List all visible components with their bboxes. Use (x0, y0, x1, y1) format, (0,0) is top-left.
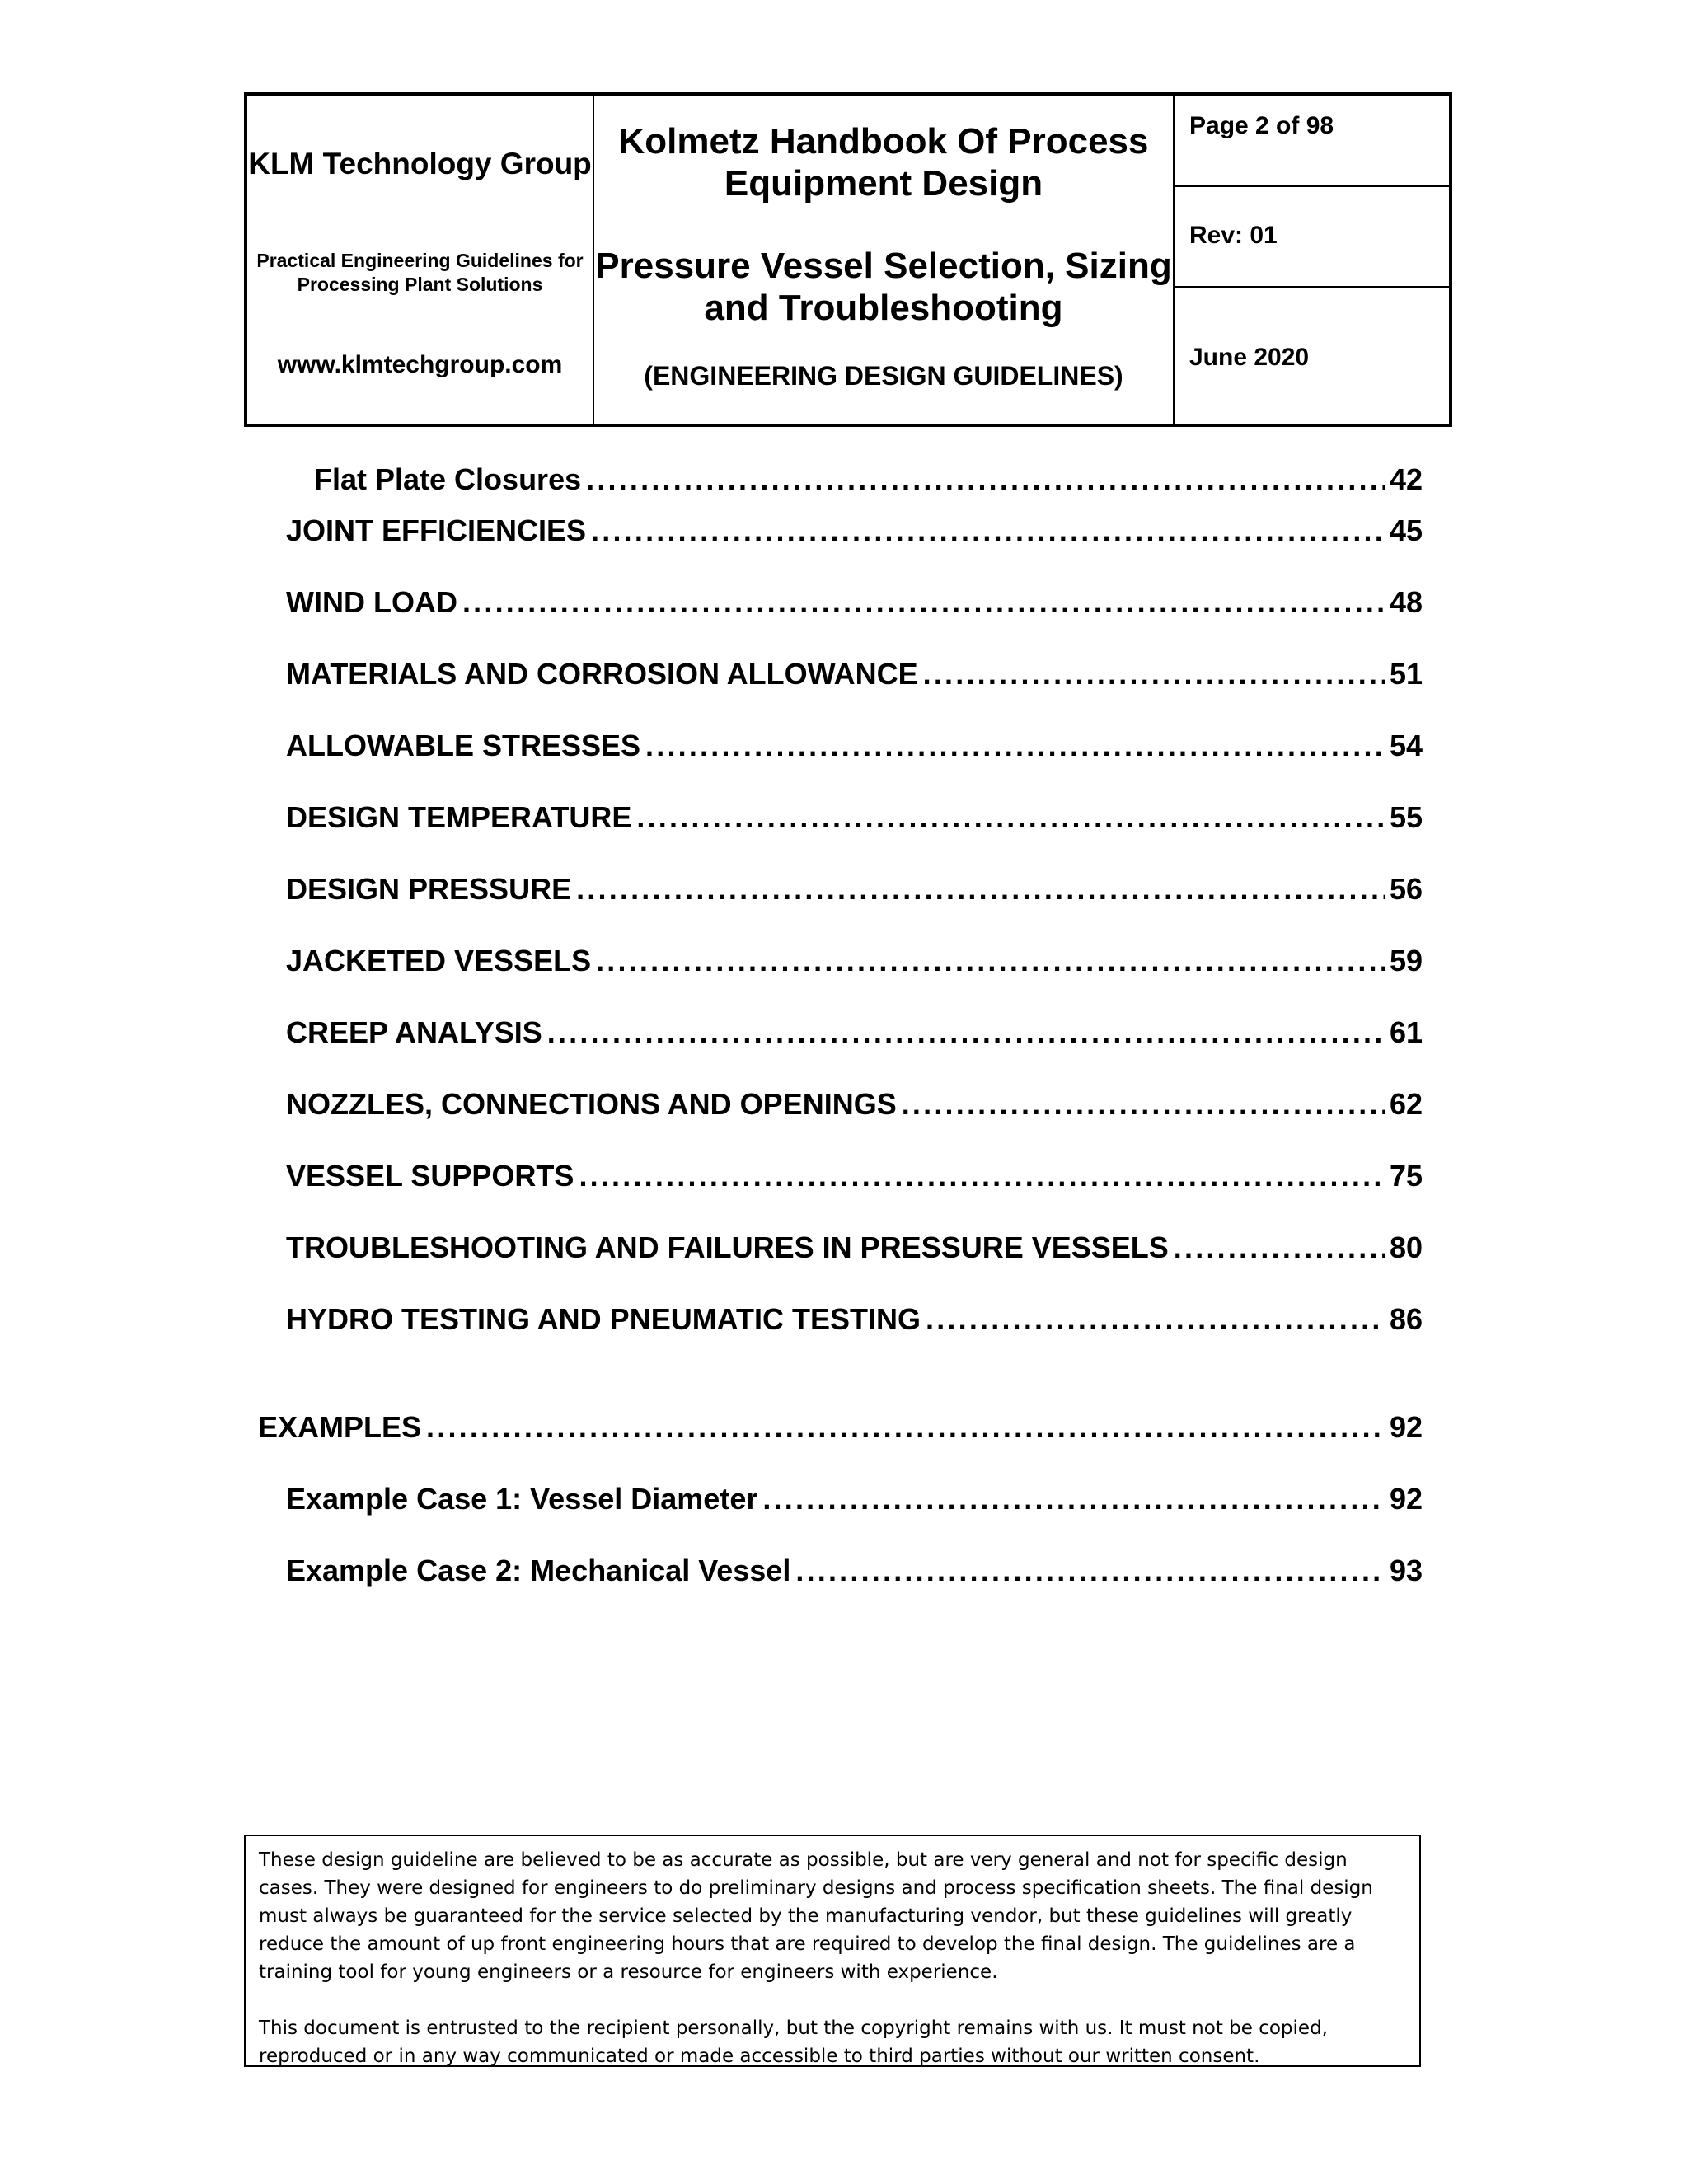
toc-leader-dots (636, 799, 1385, 836)
toc-entry[interactable] (286, 1553, 1423, 1589)
toc-entry-page: 92 (1389, 1410, 1423, 1444)
disclaimer-paragraph: These design guideline are believed to be as accurate as possible, but are very general and not for specific design cases. They were designed for engineers to do preliminary designs and process specification sheets. The final design must always be guaranteed for the service selected by the manufacturing vendor, but these guidelines will greatly reduce the amount of up front engineering hours that are required to develop the final design. The guidelines are a training tool for young engineers or a resource for engineers with experience. (259, 1849, 1373, 1983)
toc-entry-page: 61 (1389, 1015, 1423, 1049)
toc-entry[interactable] (258, 1409, 1423, 1446)
toc-entry-page: 75 (1389, 1159, 1423, 1193)
toc-leader-dots (923, 656, 1385, 692)
toc-leader-dots (586, 462, 1385, 498)
toc-entry-title: VESSEL SUPPORTS (286, 1159, 574, 1193)
toc-entry-title: CREEP ANALYSIS (286, 1015, 542, 1049)
toc-entry-page: 59 (1389, 944, 1423, 977)
toc-leader-dots (579, 1158, 1385, 1194)
document-subject: Pressure Vessel Selection, Sizing and Troubleshooting (595, 246, 1172, 328)
toc-entry-page: 93 (1389, 1554, 1423, 1587)
toc-leader-dots (547, 1015, 1385, 1051)
toc-entry-page: 45 (1389, 513, 1423, 547)
toc-entry-page: 92 (1389, 1482, 1423, 1516)
toc-entry-title: JACKETED VESSELS (286, 944, 592, 977)
toc-leader-dots (596, 943, 1385, 979)
toc-entry-page: 80 (1389, 1230, 1423, 1264)
toc-entry[interactable] (286, 1015, 1423, 1051)
company-tagline: Practical Engineering Guidelines for Processing Plant Solutions (256, 250, 584, 295)
toc-leader-dots (462, 584, 1385, 621)
toc-leader-dots (426, 1409, 1385, 1446)
toc-entry[interactable] (286, 1301, 1423, 1338)
toc-entry-title: NOZZLES, CONNECTIONS AND OPENINGS (286, 1087, 897, 1121)
toc-entry[interactable] (286, 728, 1423, 764)
toc-entry-title: DESIGN TEMPERATURE (286, 800, 632, 834)
company-website: www.klmtechgroup.com (277, 351, 563, 378)
toc-leader-dots (795, 1553, 1385, 1589)
toc-entry-page: 51 (1389, 657, 1423, 691)
toc-entry-title: ALLOWABLE STRESSES (286, 729, 641, 762)
revision: Rev: 01 (1175, 187, 1449, 288)
toc-entry[interactable] (286, 1481, 1423, 1517)
company-name: KLM Technology Group (248, 147, 592, 180)
issue-date: June 2020 (1189, 344, 1310, 371)
toc-leader-dots (926, 1301, 1385, 1338)
toc-leader-dots (902, 1086, 1385, 1122)
toc-entry-title: TROUBLESHOOTING AND FAILURES IN PRESSURE VESSELS (286, 1230, 1169, 1264)
toc-entry-title: JOINT EFFICIENCIES (286, 513, 587, 547)
toc-entry-title: Example Case 2: Mechanical Vessel (286, 1554, 791, 1587)
toc-entry-page: 42 (1389, 462, 1423, 496)
toc-entry[interactable] (286, 656, 1423, 692)
page-number: Page 2 of 98 (1175, 96, 1449, 187)
toc-entry-title: Example Case 1: Vessel Diameter (286, 1482, 758, 1516)
toc-entry[interactable] (286, 1230, 1423, 1266)
toc-entry-page: 48 (1389, 585, 1423, 619)
toc-entry-title: MATERIALS AND CORROSION ALLOWANCE (286, 657, 918, 691)
toc-leader-dots (1174, 1230, 1385, 1266)
toc-entry-title: EXAMPLES (258, 1410, 422, 1444)
toc-entry[interactable] (286, 1158, 1423, 1194)
toc-leader-dots (645, 728, 1385, 764)
toc-entry-page: 62 (1389, 1087, 1423, 1121)
toc-leader-dots (591, 513, 1385, 549)
toc-entry[interactable] (286, 871, 1423, 907)
toc-entry[interactable] (286, 943, 1423, 979)
copyright-notice: This document is entrusted to the recipient personally, but the copyright remains with us. It must not be copied, reproduced or in any way communicated or made accessible to third parties without our written consent. (259, 2018, 1328, 2067)
disclaimer-box (244, 1835, 1421, 2067)
toc-entry-title: Flat Plate Closures (314, 462, 582, 496)
toc-leader-dots (762, 1481, 1385, 1517)
toc-entry[interactable] (314, 462, 1423, 498)
toc-entry[interactable] (286, 1086, 1423, 1122)
toc-entry-page: 55 (1389, 800, 1423, 834)
toc-entry-title: WIND LOAD (286, 585, 457, 619)
toc-entry[interactable] (286, 584, 1423, 621)
toc-entry-title: DESIGN PRESSURE (286, 872, 572, 906)
document-category: (ENGINEERING DESIGN GUIDELINES) (644, 361, 1123, 391)
toc-entry-page: 54 (1389, 729, 1423, 762)
toc-entry[interactable] (286, 513, 1423, 549)
toc-entry[interactable] (286, 799, 1423, 836)
toc-entry-page: 86 (1389, 1302, 1423, 1336)
toc-entry-page: 56 (1389, 872, 1423, 906)
toc-leader-dots (576, 871, 1385, 907)
toc-entry-title: HYDRO TESTING AND PNEUMATIC TESTING (286, 1302, 921, 1336)
handbook-title: Kolmetz Handbook Of Process Equipment Design (618, 121, 1149, 204)
